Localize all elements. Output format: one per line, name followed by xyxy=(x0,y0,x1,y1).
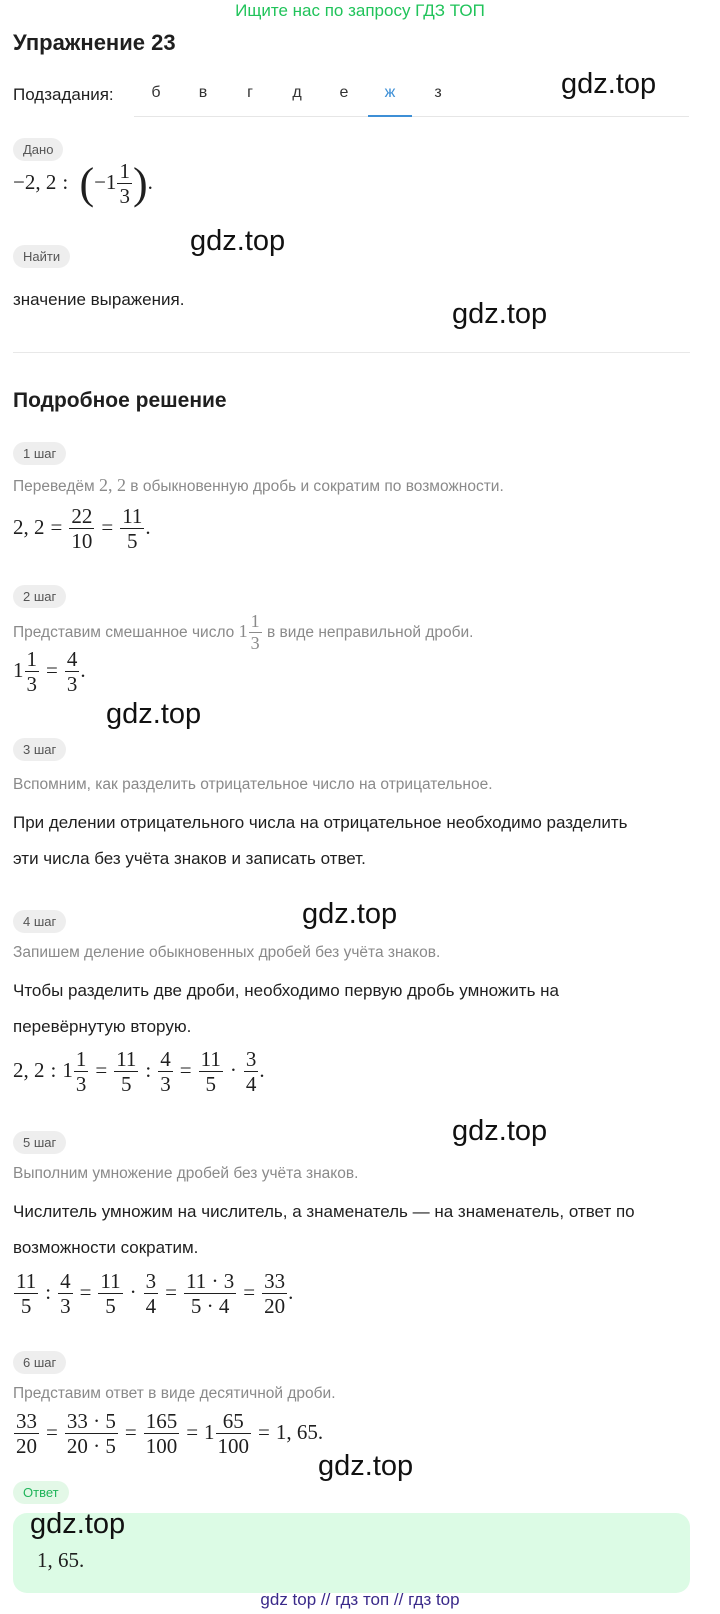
answer-badge: Ответ xyxy=(13,1481,69,1504)
step-badge: 5 шаг xyxy=(13,1131,66,1154)
step-badge: 4 шаг xyxy=(13,910,66,933)
step-math: $\frac{11}{5}$ : $\frac{4}{3}$ = $\frac{11}{5}$ · $\frac{3}{4}$ = $\frac{11 \cdot 3}{5 \cdot 4}$ = $\frac{33}{20}$ . xyxy=(16,1269,294,1319)
find-text: значение выражения. xyxy=(13,290,185,309)
step-hint: Представим ответ в виде десятичной дроби. xyxy=(13,1385,336,1402)
tab-v[interactable]: в xyxy=(198,84,208,101)
step-math: 2, 2 = $\frac{22}{10}$ = $\frac{11}{5}$ . xyxy=(13,504,151,554)
step-text: Числитель умножим на числитель, а знаменатель — на знаменатель, ответ по xyxy=(13,1202,635,1221)
given-badge: Дано xyxy=(13,138,63,161)
step-badge: 3 шаг xyxy=(13,738,66,761)
solution-title: Подробное решение xyxy=(13,389,227,412)
step-text: Чтобы разделить две дроби, необходимо первую дробь умножить на xyxy=(13,981,559,1000)
tab-b[interactable]: б xyxy=(151,84,161,101)
step-hint: Представим смешанное число 1 $\frac{1}{3}$ в виде неправильной дроби. xyxy=(13,611,474,653)
step-hint: Переведём 2, 2 в обыкновенную дробь и сократим по возможности. xyxy=(13,475,504,495)
tab-d[interactable]: д xyxy=(292,84,302,101)
step-text: перевёрнутую вторую. xyxy=(13,1017,192,1036)
step-text: возможности сократим. xyxy=(13,1238,199,1257)
step-badge: 2 шаг xyxy=(13,585,66,608)
answer-value: 1, 65. xyxy=(37,1548,85,1572)
step-badge: 6 шаг xyxy=(13,1351,66,1374)
tab-zh[interactable]: ж xyxy=(384,84,396,101)
watermark: gdz.top xyxy=(561,68,657,100)
find-badge: Найти xyxy=(13,245,70,268)
promo-banner[interactable]: Ищите нас по запросу ГДЗ ТОП xyxy=(235,1,485,20)
step-math: 1 $\frac{1}{3}$ = $\frac{4}{3}$ . xyxy=(13,647,86,697)
page-title: Упражнение 23 xyxy=(13,30,176,55)
watermark: gdz.top xyxy=(190,225,286,257)
tab-g[interactable]: г xyxy=(247,84,253,101)
footer-links[interactable]: gdz top // гдз топ // гдз top xyxy=(260,1590,460,1609)
watermark: gdz.top xyxy=(30,1508,126,1540)
tab-e[interactable]: е xyxy=(339,84,349,101)
watermark: gdz.top xyxy=(452,1115,548,1147)
step-hint: Запишем деление обыкновенных дробей без учёта знаков. xyxy=(13,944,441,961)
step-hint: Вспомним, как разделить отрицательное число на отрицательное. xyxy=(13,776,493,793)
step-badge: 1 шаг xyxy=(13,442,66,465)
watermark: gdz.top xyxy=(106,698,202,730)
step-text: При делении отрицательного числа на отрицательное необходимо разделить xyxy=(13,813,628,832)
step-math: 2, 2 : 1 $\frac{1}{3}$ = $\frac{11}{5}$ : $\frac{4}{3}$ = $\frac{11}{5}$ · $\frac{3}{4}$ . xyxy=(13,1047,265,1097)
divider xyxy=(13,352,690,353)
subtasks-label: Подзадания: xyxy=(13,85,114,104)
given-expression: −2, 2 : (−1 $\frac{1}{3}$ ). xyxy=(13,159,153,209)
step-hint: Выполним умножение дробей без учёта знаков. xyxy=(13,1165,359,1182)
watermark: gdz.top xyxy=(318,1450,414,1482)
tab-z[interactable]: з xyxy=(434,84,442,101)
step-math: $\frac{33}{20}$ = $\frac{33 \cdot 5}{20 \cdot 5}$ = $\frac{165}{100}$ = 1 $\frac{65}{100}$ = 1, 65. xyxy=(16,1409,324,1459)
step-text: эти числа без учёта знаков и записать ответ. xyxy=(13,849,366,868)
watermark: gdz.top xyxy=(302,898,398,930)
active-tab-indicator xyxy=(368,115,412,117)
watermark: gdz.top xyxy=(452,298,548,330)
